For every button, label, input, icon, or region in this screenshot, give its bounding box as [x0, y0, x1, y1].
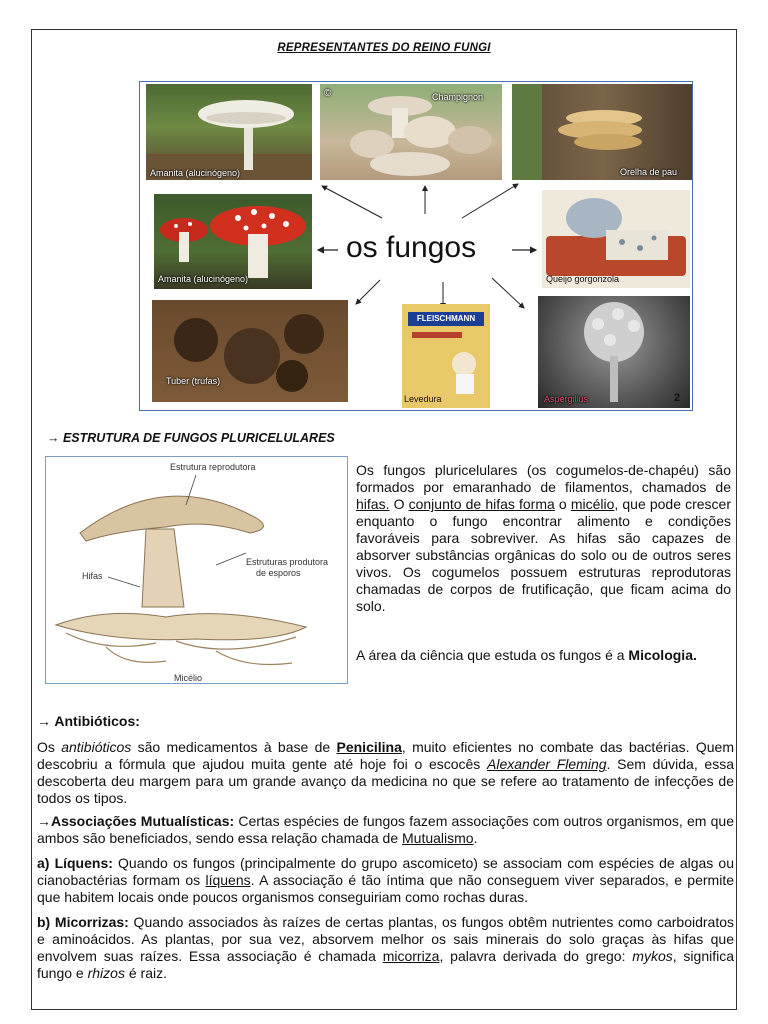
photo-tuber — [152, 300, 348, 402]
caption-tuber: Tuber (trufas) — [166, 376, 221, 386]
text-span: . Sem dúvida, essa descoberta deu margem para um grande avanço da medicina no que se refere ao tratamento de infecções de todos os tipos. — [37, 756, 734, 806]
term-mutualismo: Mutualismo — [402, 830, 474, 846]
caption-amanita-1: Amanita (alucinógeno) — [150, 168, 241, 178]
text-span: o — [554, 496, 571, 512]
photo-levedura — [402, 304, 490, 408]
text-span: Certas espécies de fungos fazem associações com outros organismos, em que ambos são beneficiados, sendo essa relação chamada de — [37, 813, 734, 846]
term-conjunto-hifas: conjunto de hifas forma — [408, 496, 555, 512]
text-span: Os — [37, 739, 62, 755]
section-heading-antibioticos: → Antibióticos: — [37, 713, 140, 729]
diagram-label-reprodutora: Estrutura reprodutora — [170, 462, 256, 472]
term-hifas: hifas. — [356, 496, 390, 512]
text-span: , que pode crescer enquanto o fungo encontrar alimento e condições favoráveis para sobreviver. As hifas são capazes de absorver substâncias orgânicas do solo ou de outros seres vivos. Os cogumelos possuem estruturas reprodutoras chamadas de corpos de frutificação, que ficam acima do solo. — [356, 496, 732, 614]
fleischmann-label: FLEISCHMANN — [408, 312, 484, 326]
term-micorrizas-heading: b) Micorrizas: — [37, 914, 129, 930]
text-span: , significa fungo e — [37, 948, 735, 981]
paragraph-antibioticos — [37, 739, 734, 807]
diagram-label-hifas: Hifas — [82, 571, 103, 581]
caption-queijo: Queijo gorgonzola — [546, 274, 620, 284]
term-mykos: mykos — [632, 948, 673, 964]
term-micorriza: micorriza — [382, 948, 440, 964]
term-associacoes-mutualisticas: →Associações Mutualísticas: — [37, 813, 235, 829]
text-span: O — [389, 496, 409, 512]
photo-orelha-de-pau — [512, 84, 692, 180]
fungi-collage — [139, 81, 693, 411]
term-rhizos: rhizos — [87, 965, 125, 981]
term-penicilina: Penicilina — [336, 739, 402, 755]
fungus-structure-diagram — [45, 456, 348, 684]
photo-amanita-red — [154, 194, 312, 289]
text-span: , palavra derivada do grego: — [439, 948, 633, 964]
caption-champignon: Champignon — [432, 92, 484, 102]
diagram-label-micelio: Micélio — [174, 673, 203, 683]
term-antibioticos: antibióticos — [61, 739, 132, 755]
section-heading-estrutura: → ESTRUTURA DE FUNGOS PLURICELULARES — [47, 431, 335, 445]
text-span: . A associação é tão íntima que não conseguem viver separados, e permite que habitem locais onde poucos organismos conseguiriam como rochas duras. — [37, 872, 734, 905]
paragraph-mutualismo — [37, 813, 734, 847]
photo-queijo-gorgonzola — [542, 190, 690, 288]
caption-orelha-de-pau: Orelha de pau — [620, 167, 678, 177]
text-span: Quando os fungos (principalmente do grupo ascomiceto) se associam com espécies de algas ou cianobactérias formam os — [37, 855, 735, 888]
champignon-mark: © — [324, 88, 332, 99]
diagram-label-esporos-2: de esporos — [256, 568, 301, 578]
photo-aspergillus — [538, 296, 690, 408]
term-micelio: micélio — [570, 496, 615, 512]
paragraph-micorrizas — [37, 914, 734, 982]
text-span: é raiz. — [124, 965, 167, 981]
caption-aspergillus: Aspergillus — [544, 394, 589, 404]
paragraph-micologia — [356, 647, 736, 664]
term-liquens-heading: a) Líquens: — [37, 855, 113, 871]
center-label: os fungos — [346, 231, 477, 264]
caption-levedura: Levedura — [404, 394, 442, 404]
diagram-label-esporos-1: Estruturas produtora — [246, 557, 329, 567]
page-title: REPRESENTANTES DO REINO FUNGI — [277, 42, 491, 54]
photo-champignon — [320, 84, 502, 180]
term-micologia: Micologia. — [628, 647, 697, 663]
paragraph-liquens — [37, 855, 734, 906]
photo-amanita-white — [146, 84, 312, 180]
text-span: Os fungos pluricelulares (os cogumelos-de-chapéu) são formados por emaranhado de filamentos, chamados de — [356, 462, 731, 495]
term-liquens: líquens — [205, 872, 251, 888]
text-span: A área da ciência que estuda os fungos é a — [356, 647, 629, 663]
collage-page-number: 2 — [674, 392, 681, 404]
text-span: . — [473, 830, 478, 846]
text-span: Quando associados às raízes de certas plantas, os fungos obtêm nutrientes como carboidratos e aminoácidos. As plantas, por sua vez, absorvem melhor os sais minerais do solo graças às hifas que envolvem suas raízes. Essa associação é chamada — [37, 914, 735, 964]
text-span: são medicamentos à base de — [131, 739, 337, 755]
caption-amanita-2: Amanita (alucinógeno) — [158, 274, 249, 284]
paragraph-fungos-pluricelulares — [356, 462, 731, 615]
term-alexander-fleming: Alexander Fleming — [487, 756, 607, 772]
text-span: , muito eficientes no combate das bactérias. Quem descobriu a fórmula que ajudou muita gente até hoje foi o escocês — [37, 739, 735, 772]
